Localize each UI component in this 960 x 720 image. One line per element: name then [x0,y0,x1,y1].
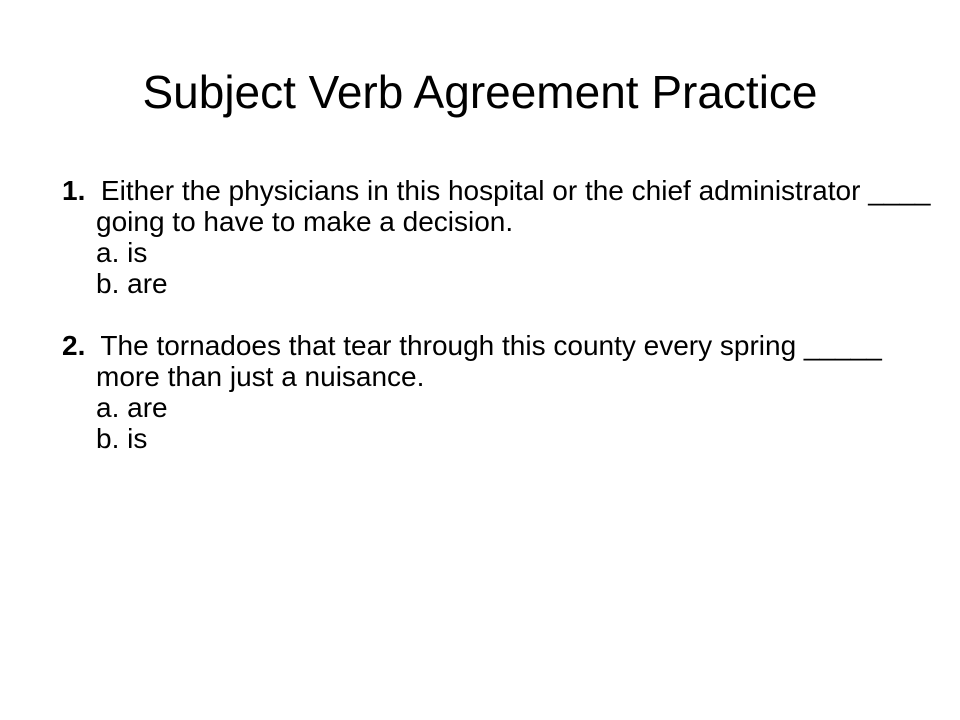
question-2-stem [62,330,932,392]
question-1-option-b: b. are [96,268,168,299]
question-list [62,175,932,454]
question-2-option-a: a. are [96,392,168,423]
question-2-text: The tornadoes that tear through this county every spring _____ more than just a nuisance. [96,330,882,392]
question-1-number: 1. [62,175,86,206]
question-2-number: 2. [62,330,86,361]
question-1-text: Either the physicians in this hospital or the chief administrator ____ going to have to make a decision. [96,175,931,237]
question-2 [62,330,932,454]
question-1-stem [62,175,932,237]
question-1-option-a: a. is [96,237,148,268]
question-2-option-b: b. is [96,423,148,454]
slide-title: Subject Verb Agreement Practice [142,66,818,118]
question-1 [62,175,932,299]
